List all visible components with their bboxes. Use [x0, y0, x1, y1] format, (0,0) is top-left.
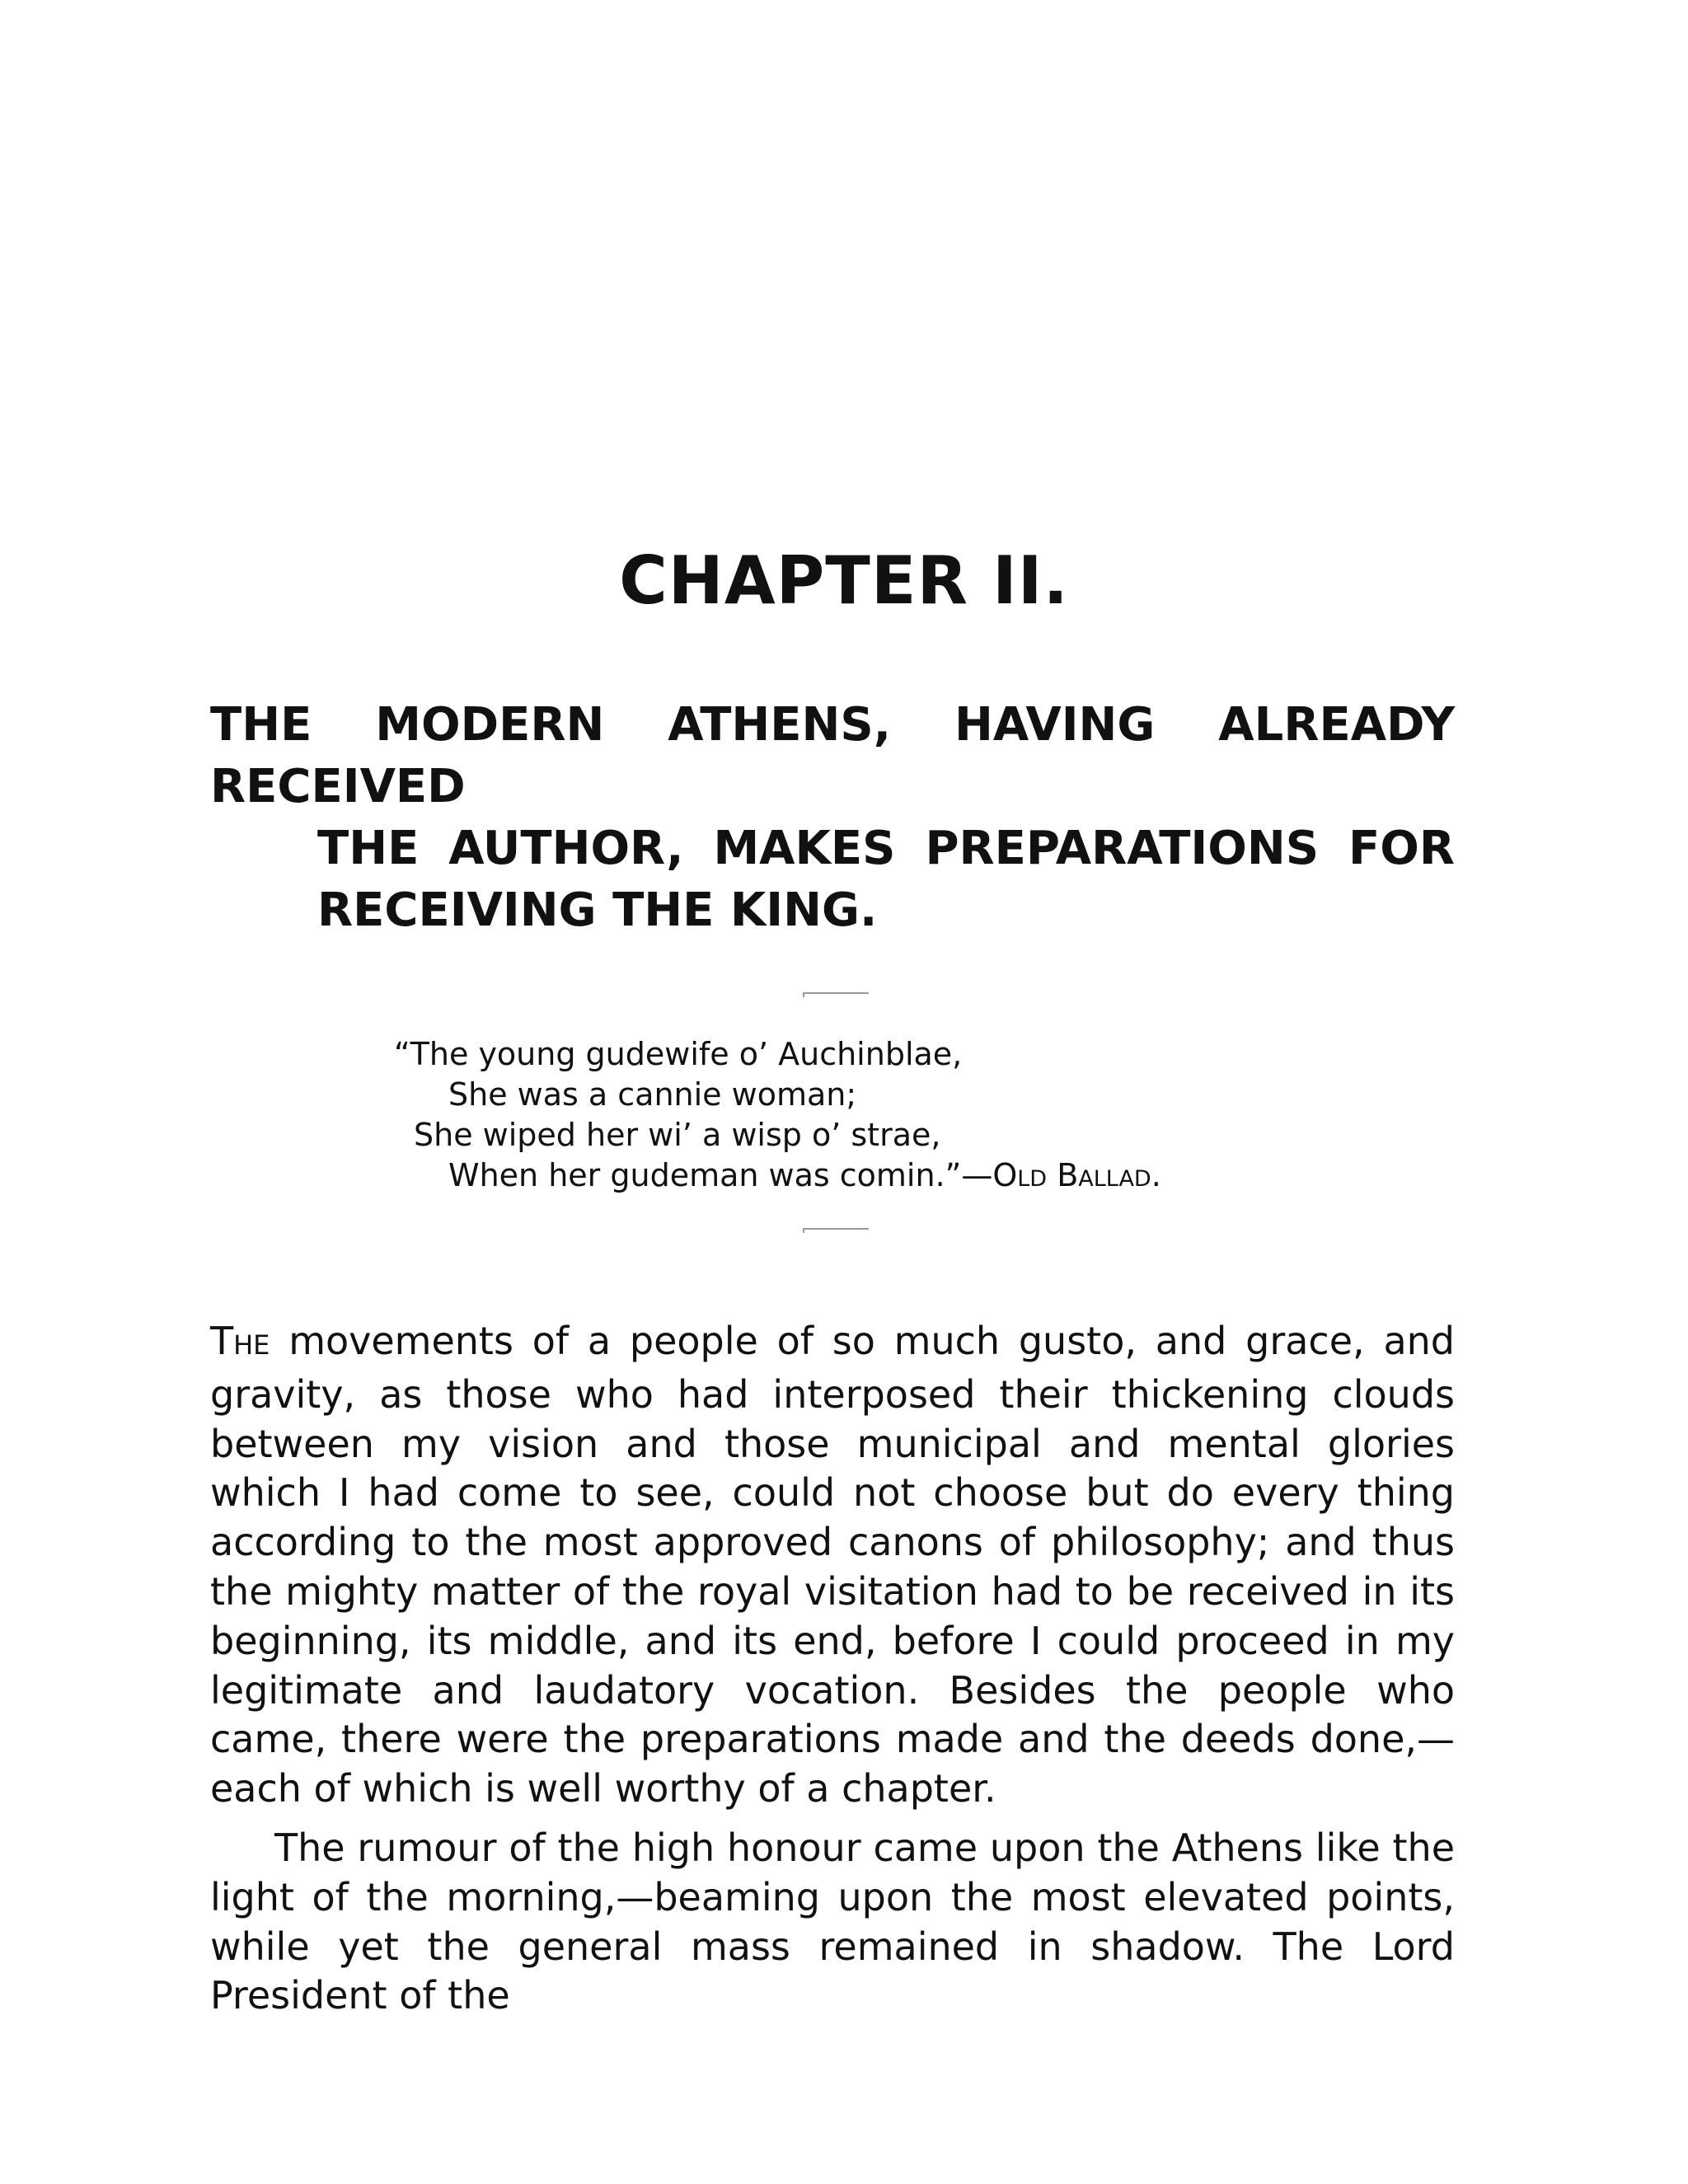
attribution-part: B [1047, 1157, 1079, 1193]
chapter-subtitle-line: THE MODERN ATHENS, HAVING ALREADY RECEIVED [210, 698, 1455, 813]
ornamental-rule-bottom [803, 1228, 869, 1233]
paragraph-1-text: movements of a people of so much gusto, and grace, and gravity, as those who had interposed their thickening clouds between my vision and those municipal and mental glories which I had come to see, could not choose but do every thing according to the most approved canons of philosophy; and thus the mighty matter of the royal visitation had to be received in its beginning, its middle, and its end, before I could proceed in my legitimate and laudatory vocation. Besides the people who came, there were the preparations made and the deeds done,—each of which is well worthy of a chapter. [210, 1319, 1455, 1811]
epigraph-line: She wiped her wi’ a wisp o’ strae, [414, 1117, 941, 1153]
chapter-subtitle [210, 694, 1455, 941]
epigraph [394, 1034, 1383, 1199]
epigraph-attribution [992, 1157, 1160, 1193]
paragraph-2: The rumour of the high honour came upon the Athens like the light of the morning,—beaming upon the most elevated points, while yet the general mass remained in shadow. The Lord President of the [210, 1825, 1455, 2018]
opening-capital: T [210, 1319, 234, 1363]
paragraph-1 [210, 1317, 1455, 1814]
opening-smallcaps: HE [233, 1329, 270, 1361]
epigraph-last-line [394, 1155, 1383, 1199]
attribution-part: . [1151, 1157, 1161, 1193]
chapter-subtitle-line: THE AUTHOR, MAKES PREPARATIONS FOR [317, 822, 1455, 875]
body-text [210, 1317, 1455, 2031]
chapter-subtitle-line: RECEIVING THE KING. [317, 883, 878, 937]
chapter-title: CHAPTER II. [619, 542, 1069, 619]
epigraph-line: “The young gudewife o’ Auchinblae, [394, 1036, 963, 1072]
attribution-part: ALLAD [1078, 1166, 1151, 1192]
epigraph-line: She was a cannie woman; [448, 1076, 857, 1113]
epigraph-line: When her gudeman was comin.”— [448, 1157, 993, 1193]
attribution-part: LD [1017, 1166, 1048, 1192]
attribution-part: O [992, 1157, 1018, 1193]
ornamental-rule-top [803, 992, 869, 997]
